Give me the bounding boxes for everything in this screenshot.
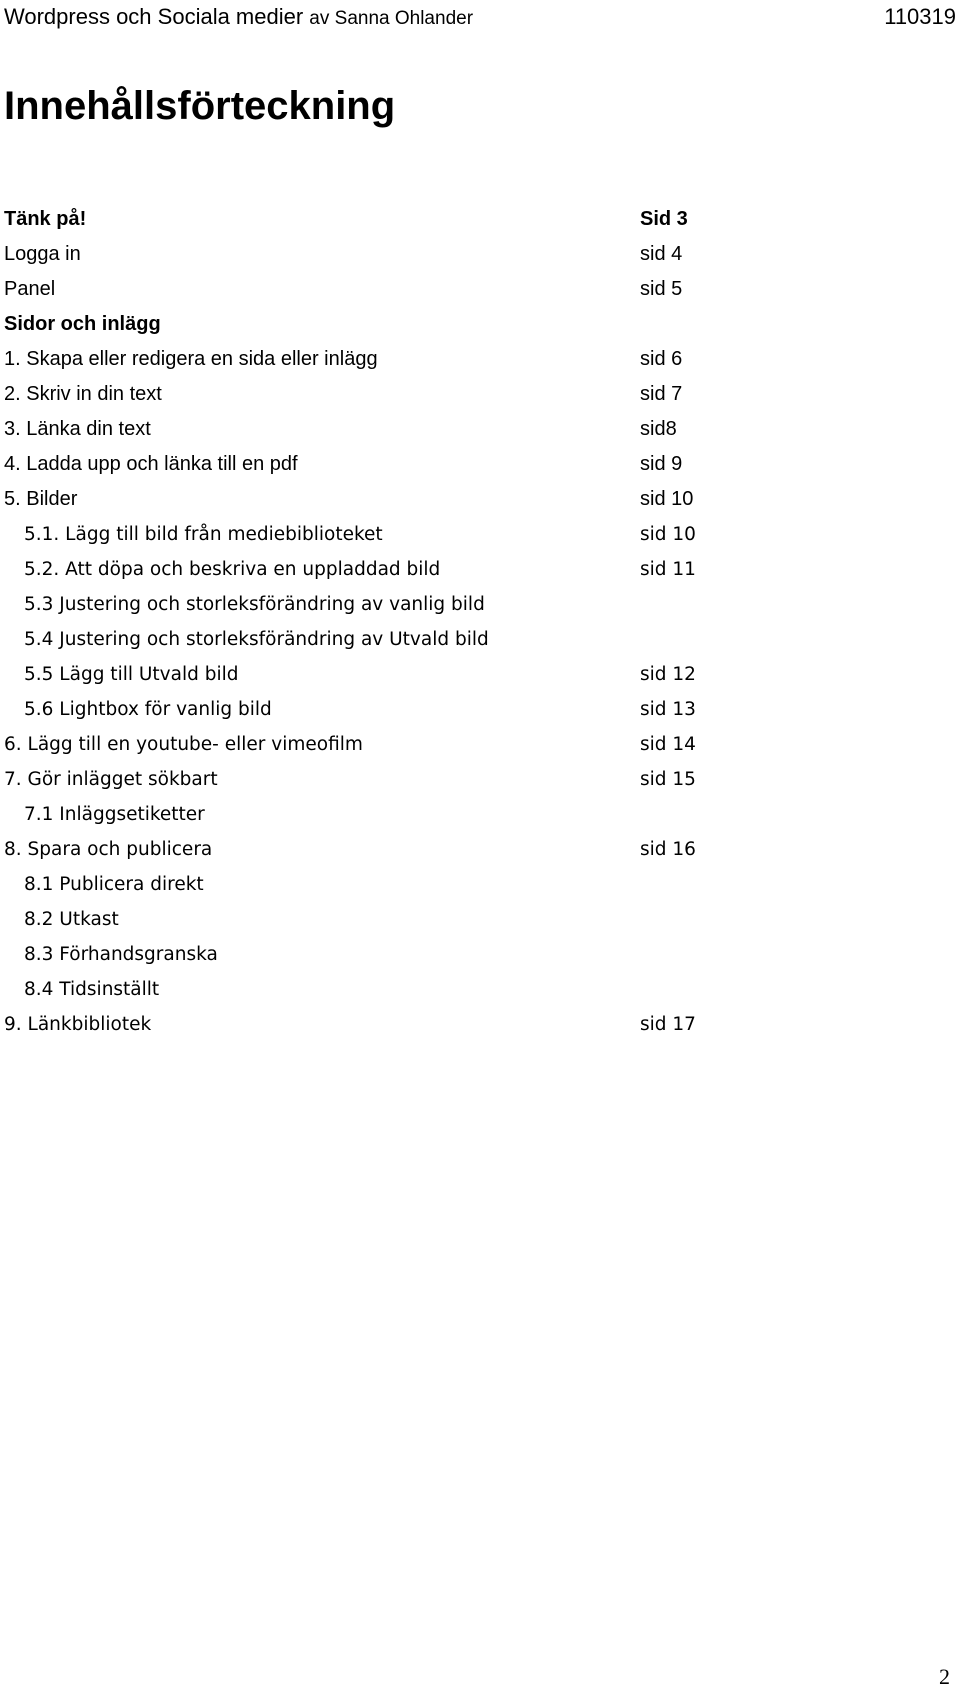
toc-entry-label: 7. Gör inlägget sökbart <box>4 769 218 790</box>
toc-entry <box>0 377 960 412</box>
toc-entry-page: sid 6 <box>640 348 683 370</box>
toc-entry-page: sid 7 <box>640 383 683 405</box>
toc-subentry <box>0 587 960 622</box>
toc-entry-label: 8. Spara och publicera <box>4 839 213 860</box>
toc-entry-page: Sid 3 <box>640 208 688 230</box>
toc-entry-label: Panel <box>4 278 56 300</box>
toc-subentry <box>0 622 960 657</box>
toc-entry-page: sid 4 <box>640 243 683 265</box>
document-title <box>4 2 473 34</box>
toc-entry <box>0 272 960 307</box>
toc-entry-label: 8.2 Utkast <box>24 909 119 930</box>
toc-entry-label: 5.2. Att döpa och beskriva en uppladdad bild <box>24 559 441 580</box>
toc-entry-label: 1. Skapa eller redigera en sida eller inlägg <box>4 348 378 370</box>
toc-subentry <box>0 797 960 832</box>
toc-entry-label: Logga in <box>4 243 81 265</box>
toc-entry-label: 6. Lägg till en youtube- eller vimeofilm <box>4 734 363 755</box>
document-title-main: Wordpress och Sociala medier <box>4 4 304 29</box>
page-number: 2 <box>939 1664 950 1689</box>
toc-entry-label: 5.1. Lägg till bild från mediebiblioteket <box>24 524 383 545</box>
toc-entry <box>0 1007 960 1042</box>
toc-entry-label: 7.1 Inläggsetiketter <box>24 804 205 825</box>
toc-entry-label: 5.6 Lightbox för vanlig bild <box>24 699 272 720</box>
toc-entry-label: 5.5 Lägg till Utvald bild <box>24 664 239 685</box>
toc-entry-label: 5.4 Justering och storleksförändring av Utvald bild <box>24 629 489 650</box>
toc-entry <box>0 762 960 797</box>
document-date: 110319 <box>884 4 956 29</box>
toc-entry-label: 5.3 Justering och storleksförändring av vanlig bild <box>24 594 485 615</box>
toc-entry <box>0 482 960 517</box>
toc-entry-page: sid 5 <box>640 278 683 300</box>
toc-entry-label: Tänk på! <box>4 208 87 230</box>
toc-entry-label: 8.3 Förhandsgranska <box>24 944 218 965</box>
toc-subentry <box>0 657 960 692</box>
page-header <box>4 2 956 36</box>
toc-subentry <box>0 692 960 727</box>
toc-subentry <box>0 552 960 587</box>
toc-entry-label: 3. Länka din text <box>4 418 151 440</box>
toc-entry-label: Sidor och inlägg <box>4 313 161 335</box>
toc-subentry <box>0 972 960 1007</box>
toc-subentry <box>0 937 960 972</box>
toc-entry <box>0 727 960 762</box>
page-title: Innehållsförteckning <box>4 84 396 128</box>
toc-entry-page: sid 11 <box>640 559 696 580</box>
toc-entry <box>0 202 960 237</box>
toc-entry <box>0 412 960 447</box>
toc-subentry <box>0 517 960 552</box>
toc-entry-page: sid 16 <box>640 839 696 860</box>
toc-entry-label: 5. Bilder <box>4 488 78 510</box>
toc-entry-page: sid 9 <box>640 453 683 475</box>
toc-entry-page: sid8 <box>640 418 677 440</box>
toc-entry-page: sid 14 <box>640 734 696 755</box>
toc-entry-label: 4. Ladda upp och länka till en pdf <box>4 453 298 475</box>
toc-section-heading <box>0 307 960 342</box>
toc-entry <box>0 832 960 867</box>
toc-entry <box>0 342 960 377</box>
toc-entry-page: sid 13 <box>640 699 696 720</box>
document-author: av Sanna Ohlander <box>309 8 474 29</box>
toc-entry <box>0 447 960 482</box>
toc-entry-page: sid 15 <box>640 769 696 790</box>
toc-entry-page: sid 10 <box>640 524 696 545</box>
toc-entry-page: sid 17 <box>640 1014 696 1035</box>
toc-subentry <box>0 902 960 937</box>
toc-entry <box>0 237 960 272</box>
toc-entry-label: 2. Skriv in din text <box>4 383 162 405</box>
toc-entry-page: sid 12 <box>640 664 696 685</box>
toc-entry-label: 9. Länkbibliotek <box>4 1014 152 1035</box>
toc-entry-label: 8.4 Tidsinställt <box>24 979 160 1000</box>
toc-subentry <box>0 867 960 902</box>
toc-entry-page: sid 10 <box>640 488 694 510</box>
toc-entry-label: 8.1 Publicera direkt <box>24 874 204 895</box>
